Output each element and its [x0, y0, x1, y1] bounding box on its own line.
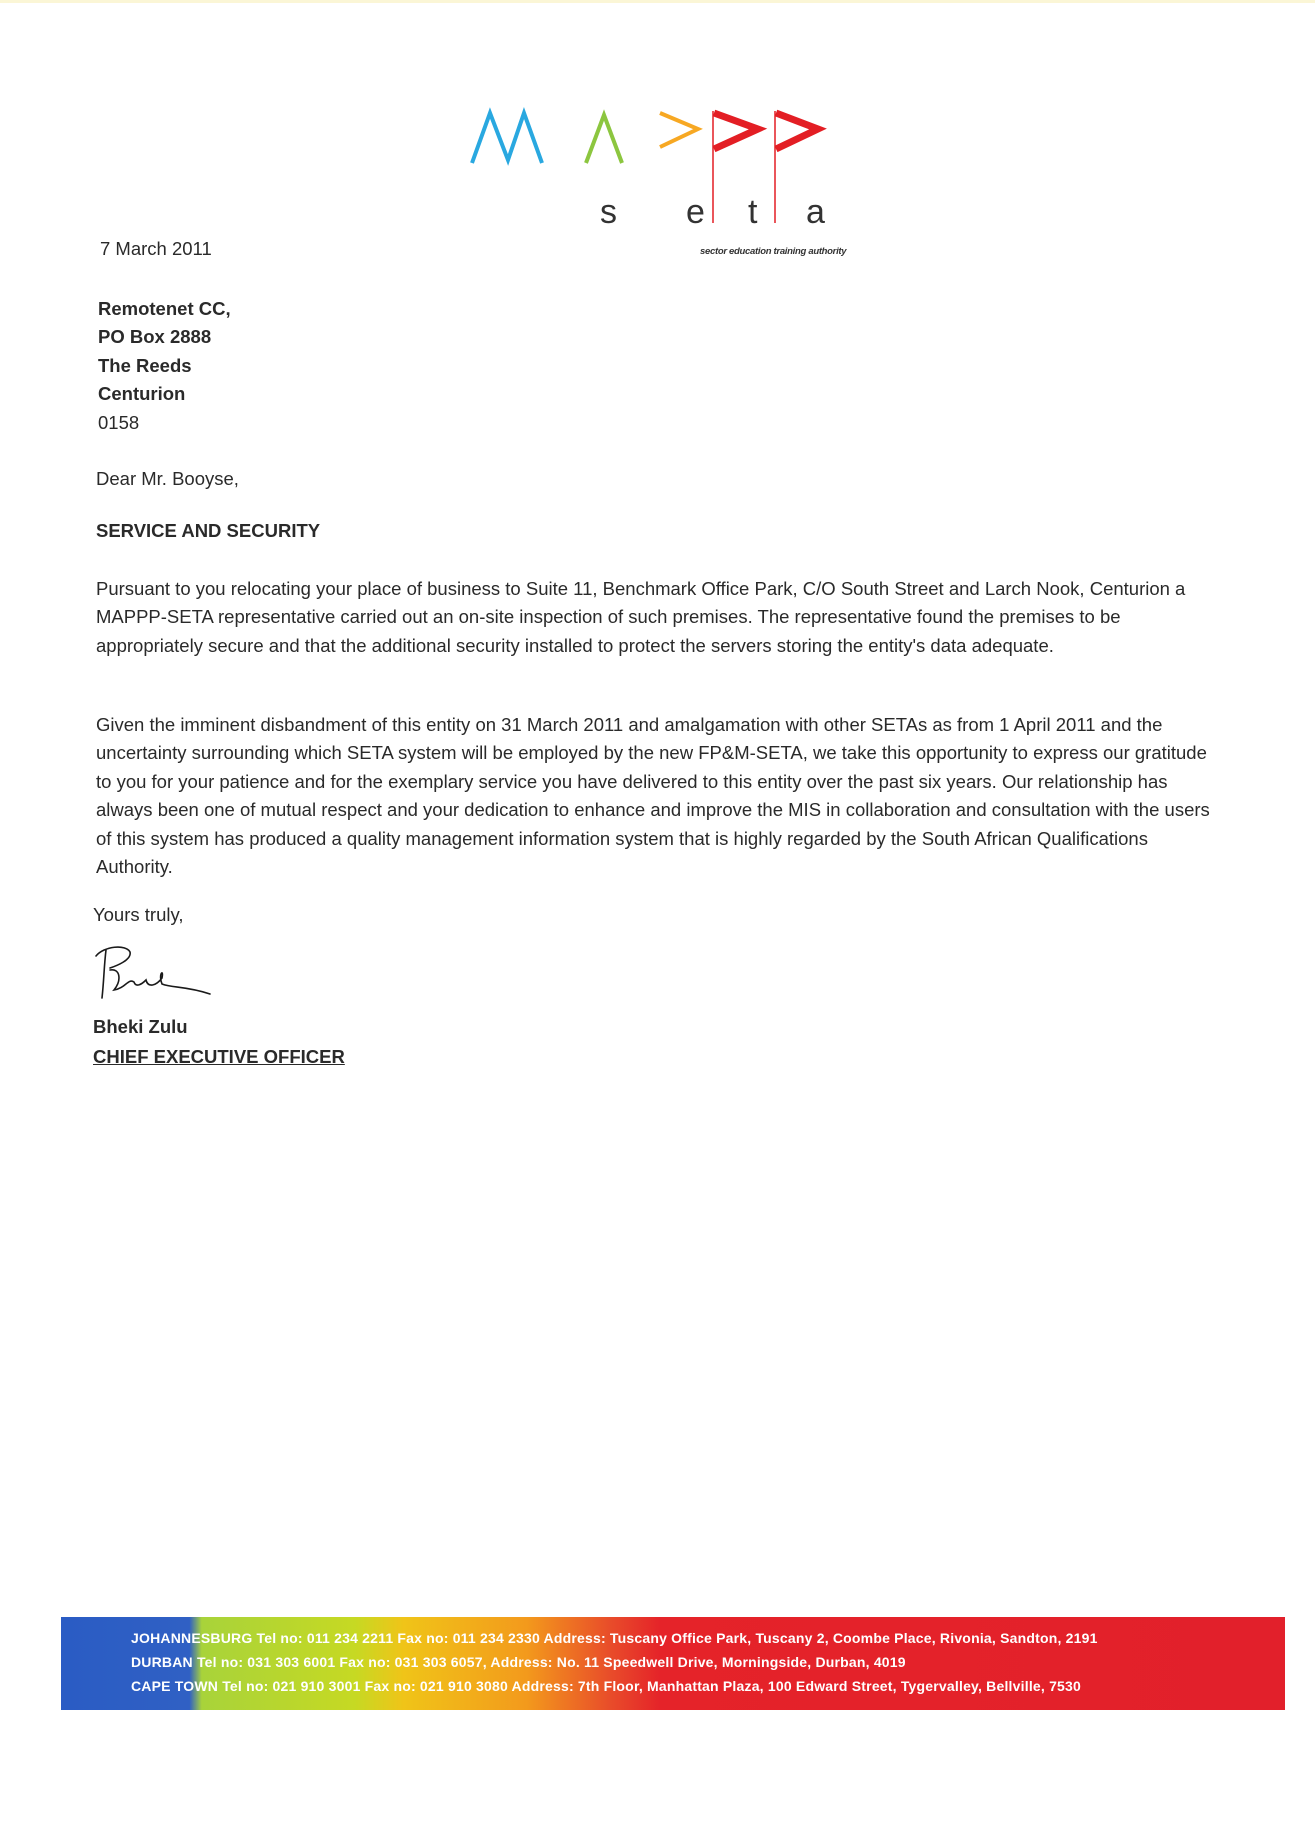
logo-tagline: sector education training authority: [700, 246, 847, 257]
signer-title: CHIEF EXECUTIVE OFFICER: [93, 1046, 345, 1067]
recipient-city: Centurion: [98, 383, 186, 405]
signer-block: [93, 1012, 345, 1072]
recipient-address: [98, 295, 231, 437]
recipient-area: The Reeds: [98, 354, 192, 376]
footer-contact-bar: [61, 1617, 1285, 1710]
mappp-seta-logo: [470, 105, 880, 265]
logo-letter-s: s: [600, 193, 617, 231]
logo-letter-p3: [776, 113, 818, 149]
logo-letter-p2: [714, 113, 758, 149]
footer-durban: DURBAN Tel no: 031 303 6001 Fax no: 031 303 6057, Address: No. 11 Speedwell Drive, Morningside, Durban, 4019: [131, 1654, 906, 1670]
logo-letter-e: e: [686, 193, 705, 231]
logo-letter-t: t: [748, 193, 758, 231]
body-paragraph-2: Given the imminent disbandment of this entity on 31 March 2011 and amalgamation with other SETAs as from 1 April 2011 and the uncertainty surrounding which SETA system will be employed by the new FP&M-SETA, we take this opportunity to express our gratitude to you for your patience and for the exemplary service you have delivered to this entity over the past six years. Our relationship has always been one of mutual respect and your dedication to enhance and improve the MIS in collaboration and consultation with the users of this system has produced a quality management information system that is highly regarded by the South African Qualifications Authority.: [96, 714, 1210, 878]
logo-letter-a: [586, 115, 622, 163]
closing: Yours truly,: [93, 904, 184, 925]
recipient-postal-code: 0158: [98, 411, 140, 433]
subject-heading: SERVICE AND SECURITY: [96, 520, 321, 541]
footer-johannesburg: JOHANNESBURG Tel no: 011 234 2211 Fax no: 011 234 2330 Address: Tuscany Office Park, Tuscany 2, Coombe Place, Rivonia, Sandton, 2191: [131, 1630, 1098, 1646]
logo-letter-m: [472, 113, 542, 163]
signer-name: Bheki Zulu: [93, 1016, 188, 1037]
body-paragraph-1: Pursuant to you relocating your place of business to Suite 11, Benchmark Office Park, C/O South Street and Larch Nook, Centurion a MAPPP-SETA representative carried out an on-site inspection of such premises. The representative found the premises to be appropriately secure and that the additional security installed to protect the servers storing the entity's data adequate.: [96, 578, 1186, 656]
letter-date: 7 March 2011: [100, 238, 212, 259]
recipient-name: Remotenet CC,: [98, 298, 231, 319]
salutation: Dear Mr. Booyse,: [96, 468, 239, 489]
footer-cape-town: CAPE TOWN Tel no: 021 910 3001 Fax no: 021 910 3080 Address: 7th Floor, Manhattan Plaza, 100 Edward Street, Tygervalley, Bellville, 7530: [131, 1678, 1082, 1694]
handwritten-signature: [86, 938, 236, 1008]
logo-letter-a-small: a: [806, 193, 825, 231]
logo-letter-p1: [660, 113, 698, 147]
recipient-po-box: PO Box 2888: [98, 326, 212, 348]
top-border: [0, 0, 1315, 3]
